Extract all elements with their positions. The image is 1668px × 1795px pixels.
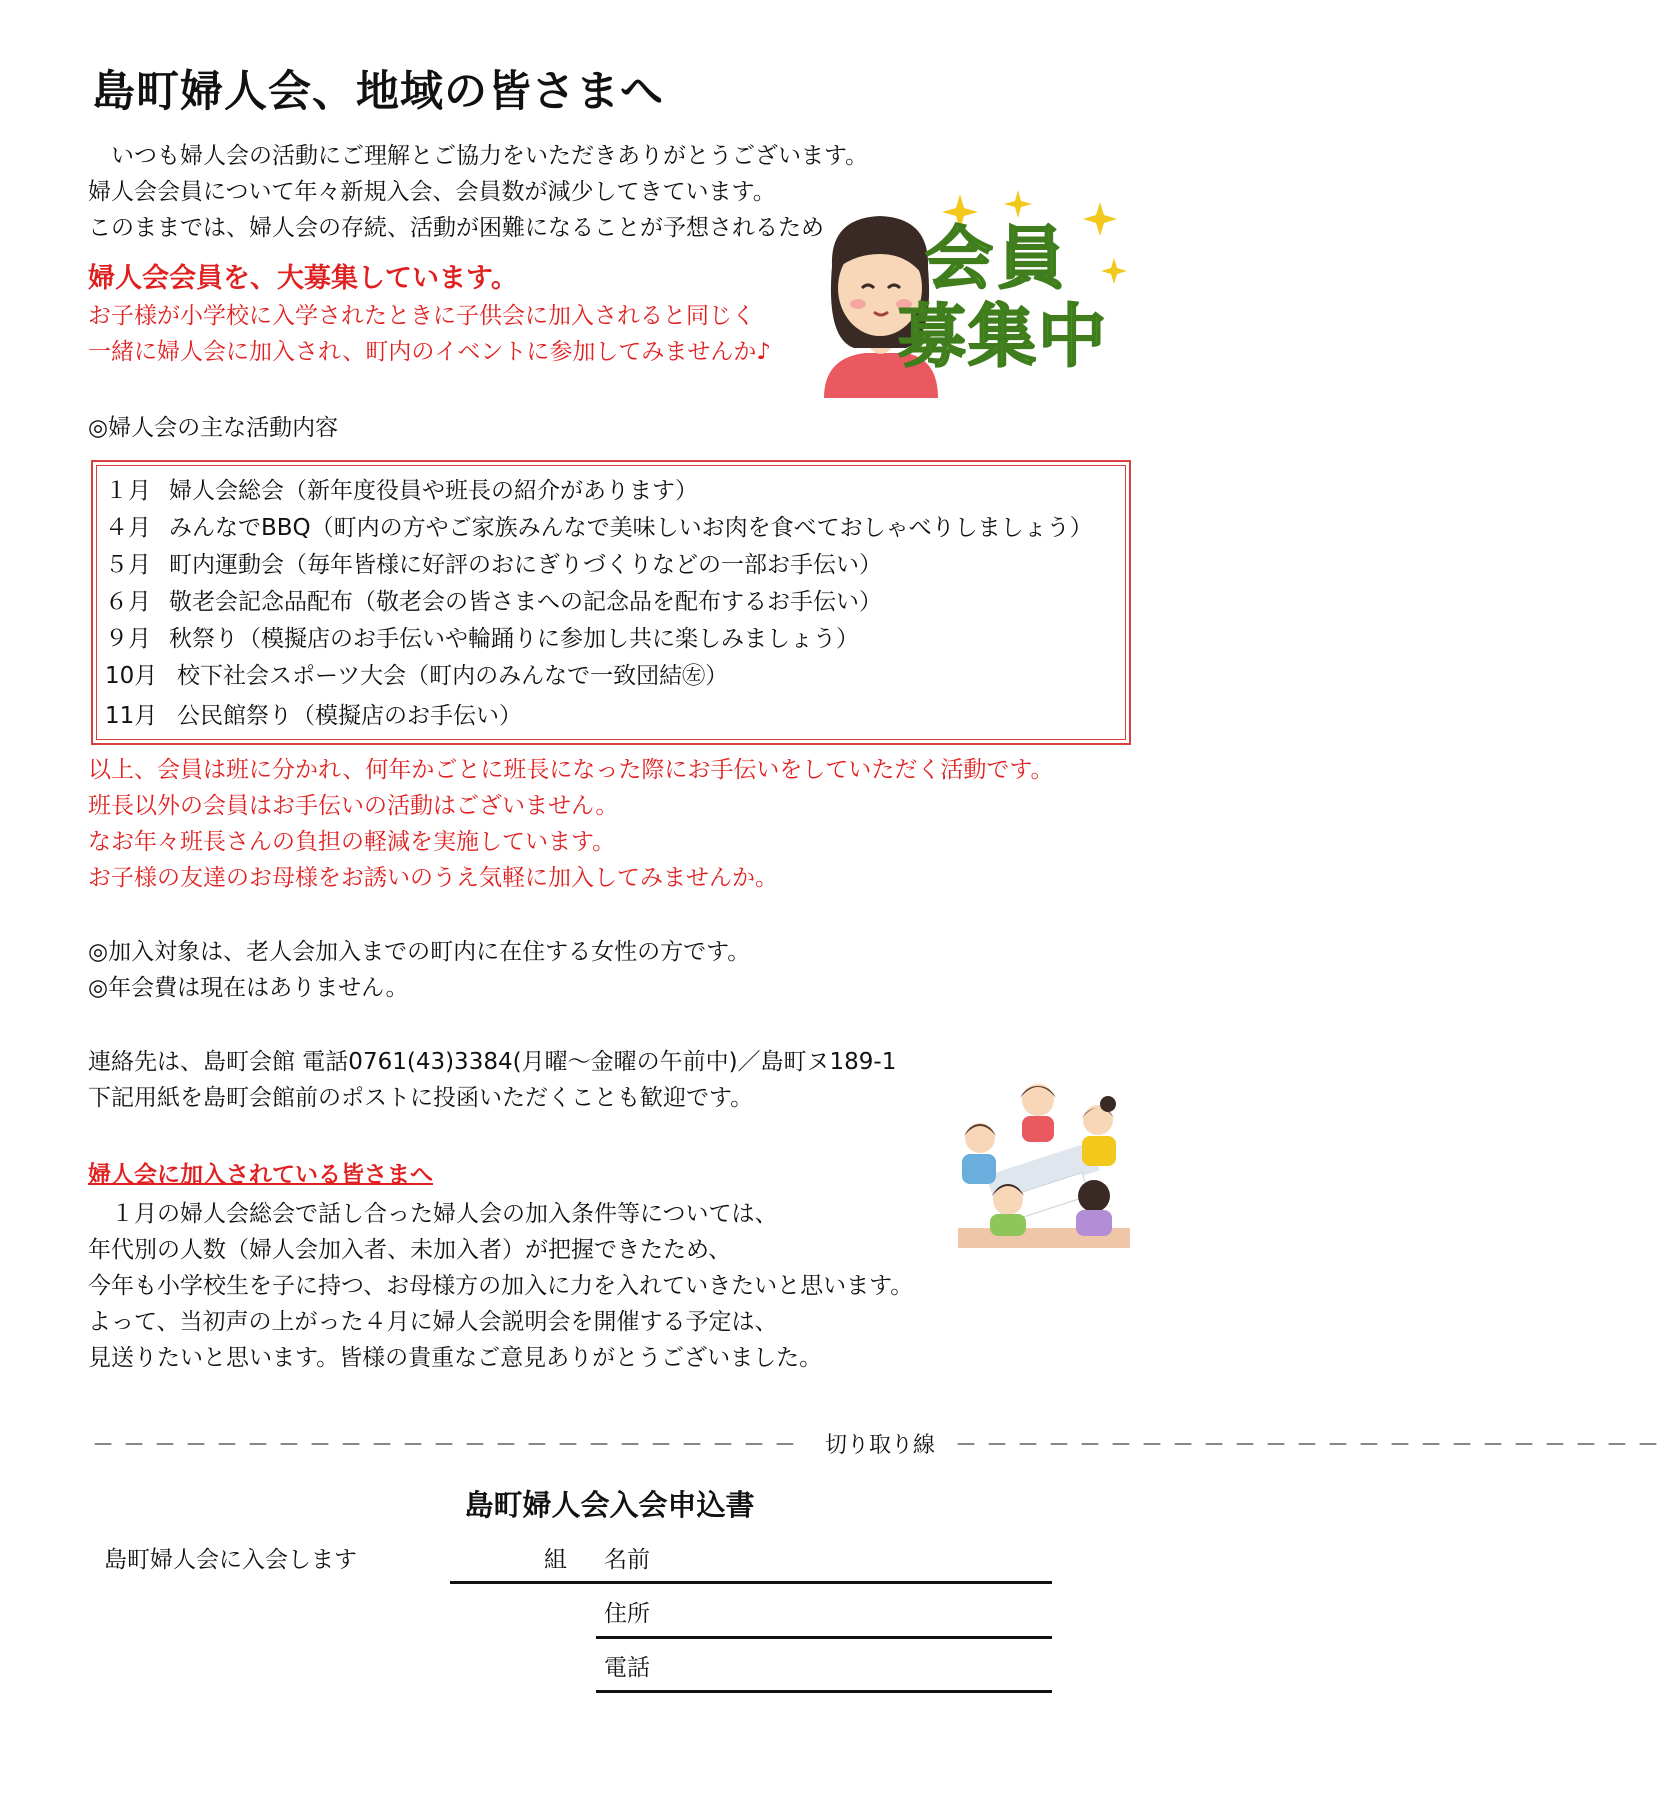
page-title: 島町婦人会、地域の皆さまへ xyxy=(92,67,664,117)
activity-row-jan xyxy=(105,472,698,505)
contact-line-1: 連絡先は、島町会館 電話0761(43)3384(月曜～金曜の午前中)／島町ヌ189-1 xyxy=(88,1049,897,1075)
intro-line-1: いつも婦人会の活動にご理解とご協力をいただきありがとうございます。 xyxy=(88,143,869,169)
phone-label: 電話 xyxy=(604,1655,650,1681)
note-line-3: なお年々班長さんの負担の軽減を実施しています。 xyxy=(88,829,616,855)
activity-row-sep xyxy=(105,620,859,653)
invite-line-1: お子様が小学校に入学されたときに子供会に加入されると同じく xyxy=(88,303,755,329)
name-field[interactable] xyxy=(450,1581,1052,1584)
activity-text: 町内運動会（毎年皆様に好評のおにぎりづくりなどの一部お手伝い） xyxy=(169,552,882,578)
activity-text: 秋祭り（模擬店のお手伝いや輪踊りに参加し共に楽しみましょう） xyxy=(169,626,859,652)
address-field[interactable] xyxy=(596,1636,1052,1639)
form-statement: 島町婦人会に入会します xyxy=(104,1547,357,1573)
members-line-5: 見送りたいと思います。皆様の貴重なご意見ありがとうございました。 xyxy=(88,1345,823,1371)
address-label: 住所 xyxy=(604,1601,650,1627)
activity-month: ５月 xyxy=(105,552,151,578)
condition-line-2: ◎年会費は現在はありません。 xyxy=(88,975,409,1001)
members-line-1: １月の婦人会総会で話し合った婦人会の加入条件等については、 xyxy=(88,1201,778,1227)
cut-line xyxy=(92,1428,1668,1459)
members-line-4: よって、当初声の上がった４月に婦人会説明会を開催する予定は、 xyxy=(88,1309,778,1335)
activity-month: ４月 xyxy=(105,515,151,541)
members-heading: 婦人会に加入されている皆さまへ xyxy=(88,1162,433,1188)
activity-row-jun xyxy=(105,583,882,616)
badge-text-line1: 会員 xyxy=(925,220,1070,299)
form-title: 島町婦人会入会申込書 xyxy=(464,1488,755,1522)
name-label: 名前 xyxy=(604,1547,650,1573)
badge-text-line2: 募集中 xyxy=(898,298,1109,377)
activity-text: 婦人会総会（新年度役員や班長の紹介があります） xyxy=(169,478,698,504)
activity-month: １月 xyxy=(105,478,151,504)
activity-month: ６月 xyxy=(105,589,151,615)
activity-row-nov xyxy=(105,697,522,730)
phone-field[interactable] xyxy=(596,1690,1052,1693)
cut-line-label: 切り取り線 xyxy=(825,1433,936,1458)
activities-box xyxy=(91,460,1131,745)
members-line-3: 今年も小学校生を子に持つ、お母様方の加入に力を入れていきたいと思います。 xyxy=(88,1273,914,1299)
invite-line-2: 一緒に婦人会に加入され、町内のイベントに参加してみませんか♪ xyxy=(88,339,772,365)
activities-heading: ◎婦人会の主な活動内容 xyxy=(88,415,339,441)
activity-row-apr xyxy=(105,509,1093,542)
women-meeting-icon xyxy=(958,1078,1130,1253)
intro-line-2: 婦人会会員について年々新規入会、会員数が減少してきています。 xyxy=(88,179,776,205)
activity-row-may xyxy=(105,546,882,579)
note-line-4: お子様の友達のお母様をお誘いのうえ気軽に加入してみませんか。 xyxy=(88,865,778,891)
condition-line-1: ◎加入対象は、老人会加入までの町内に在住する女性の方です。 xyxy=(88,939,751,965)
activity-text: 公民館祭り（模擬店のお手伝い） xyxy=(177,703,522,729)
activity-month: 11月 xyxy=(105,703,158,729)
intro-line-3: このままでは、婦人会の存続、活動が困難になることが予想されるため xyxy=(88,215,824,241)
activity-month: ９月 xyxy=(105,626,151,652)
cut-line-dashes-left: －－－－－－－－－－－－－－－－－－－－－－－ xyxy=(92,1433,806,1458)
activity-text: みんなでBBQ（町内の方やご家族みんなで美味しいお肉を食べておしゃべりしましょう） xyxy=(169,515,1093,541)
group-label: 組 xyxy=(544,1547,567,1573)
note-line-1: 以上、会員は班に分かれ、何年かごとに班長になった際にお手伝いをしていただく活動です。 xyxy=(88,757,1054,783)
activity-text: 校下社会スポーツ大会（町内のみんなで一致団結㊧） xyxy=(177,663,729,689)
activity-month: 10月 xyxy=(105,663,158,689)
recruit-headline: 婦人会会員を、大募集しています。 xyxy=(88,263,518,294)
cut-line-dashes-right: －－－－－－－－－－－－－－－－－－－－－－－ xyxy=(955,1433,1668,1458)
note-line-2: 班長以外の会員はお手伝いの活動はございません。 xyxy=(88,793,619,819)
contact-line-2: 下記用紙を島町会館前のポストに投函いただくことも歓迎です。 xyxy=(88,1085,754,1111)
activity-text: 敬老会記念品配布（敬老会の皆さまへの記念品を配布するお手伝い） xyxy=(169,589,882,615)
members-line-2: 年代別の人数（婦人会加入者、未加入者）が把握できたため、 xyxy=(88,1237,732,1263)
activity-row-oct xyxy=(105,657,728,690)
